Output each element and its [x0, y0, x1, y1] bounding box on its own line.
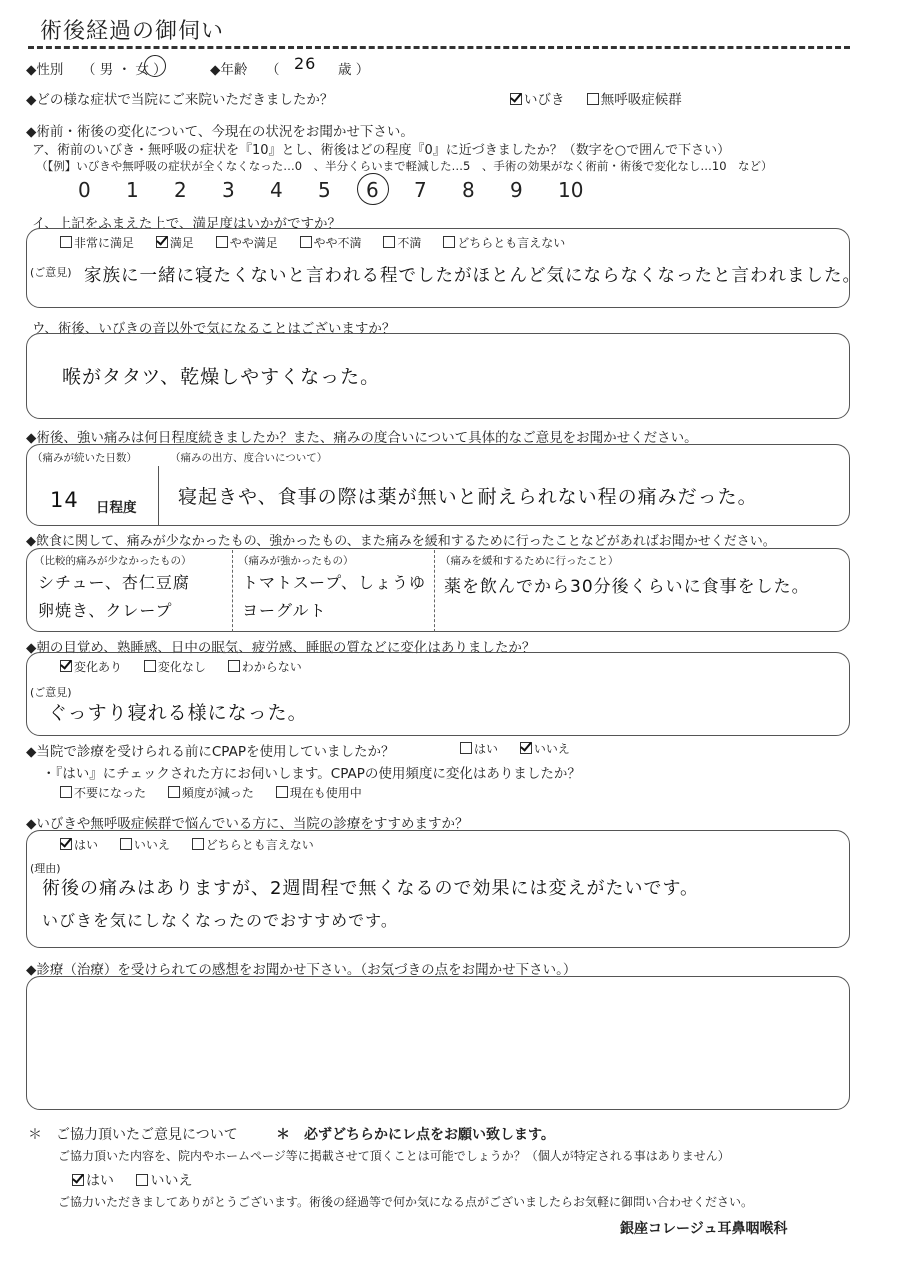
sleep-options	[60, 658, 320, 675]
satisfaction-option-satisfied[interactable]: 満足	[156, 234, 194, 251]
checkbox[interactable]	[587, 93, 599, 105]
scale-0[interactable]: 0	[78, 178, 91, 202]
sex-options: （ 男 ・ 女 ）	[82, 62, 167, 78]
recommend-question: ◆いびきや無呼吸症候群で悩んでいる方に、当院の診療をすすめますか？	[26, 816, 469, 832]
satisfaction-option-somewhat-satisfied[interactable]: やや満足	[216, 234, 278, 251]
scale-10[interactable]: 10	[558, 178, 584, 202]
food-strong-label: （痛みが強かったもの）	[238, 555, 354, 567]
age-value[interactable]: 26	[294, 54, 317, 73]
food-question: ◆飲食に関して、痛みが少なかったもの、強かったもの、また痛みを緩和するために行ったことなどがあればお聞かせください。	[26, 534, 776, 549]
sleep-option-unchanged[interactable]: 変化なし	[144, 658, 206, 675]
scale-4[interactable]: 4	[270, 178, 283, 202]
change-heading: ◆術前・術後の変化について、今現在の状況をお聞かせ下さい。	[26, 124, 414, 140]
cpap-option-no[interactable]: いいえ	[520, 740, 570, 757]
consent-option-no[interactable]: いいえ	[136, 1170, 192, 1190]
food-relief-answer[interactable]: 薬を飲んでから30分後くらいに食事をした。	[444, 577, 810, 597]
food-less-label: （比較的痛みが少なかったもの）	[34, 555, 192, 567]
cpap-options	[460, 740, 588, 757]
scale-row	[78, 178, 606, 202]
title-divider	[28, 46, 850, 49]
other-concerns-answer[interactable]: 喉がタタツ、乾燥しやすくなった。	[62, 366, 381, 388]
clinic-name: 銀座コレージュ耳鼻咽喉科	[620, 1221, 788, 1237]
satisfaction-option-dissatisfied[interactable]: 不満	[383, 234, 421, 251]
symptom-option-apnea[interactable]: 無呼吸症候群	[587, 88, 682, 108]
pain-divider	[158, 466, 159, 526]
scale-1[interactable]: 1	[126, 178, 139, 202]
recommend-options	[60, 836, 332, 853]
satisfaction-options	[60, 234, 583, 251]
cpap-option-yes[interactable]: はい	[460, 740, 498, 757]
page-title: 術後経過の御伺い	[40, 19, 225, 44]
age-label: ◆年齢	[210, 62, 248, 78]
impression-question: ◆診療（治療）を受けられての感想をお聞かせ下さい。（お気づきの点をお聞かせ下さい。）	[26, 962, 577, 978]
other-concerns-question: ウ、術後、いびきの音以外で気になることはございますか？	[32, 321, 396, 337]
pain-question: ◆術後、強い痛みは何日程度続きましたか？また、痛みの度合いについて具体的なご意見をお聞かせください。	[26, 430, 698, 446]
scale-8[interactable]: 8	[462, 178, 475, 202]
satisfaction-opinion-label: (ご意見)	[30, 266, 72, 279]
selection-circle	[357, 173, 389, 205]
scale-2[interactable]: 2	[174, 178, 187, 202]
scale-6-selected[interactable]: 6	[366, 178, 414, 202]
symptoms-options	[510, 88, 700, 108]
sleep-opinion-label: (ご意見)	[30, 686, 72, 699]
symptoms-question: ◆どの様な症状で当院にご来院いただきましたか？	[26, 92, 334, 108]
recommend-option-neither[interactable]: どちらとも言えない	[192, 836, 314, 853]
consent-heading-required: ＊ 必ずどちらかにレ点をお願い致します。	[276, 1127, 555, 1143]
cpap-followup: ・『はい』にチェックされた方にお伺いします。CPAPの使用頻度に変化はありましたか？	[42, 766, 581, 782]
sex-label: ◆性別	[26, 62, 64, 78]
food-divider-2	[434, 550, 435, 632]
sleep-opinion[interactable]: ぐっすり寝れる様になった。	[48, 702, 308, 724]
recommend-reason-line-2[interactable]: いびきを気にしなくなったのでおすすめです。	[42, 911, 398, 930]
sex-selected-circle	[144, 55, 166, 77]
food-strong-line-2[interactable]: ヨーグルト	[242, 601, 327, 620]
cpap-followup-options	[60, 784, 380, 801]
change-example: （【例】いびきや無呼吸の症状が全くなくなった…0 、半分くらいまで軽減した…5 、手術の効果がなく術前・術後で変化なし…10 など）	[36, 159, 773, 173]
recommend-option-yes[interactable]: はい	[60, 836, 98, 853]
pain-days-value[interactable]: 14	[50, 488, 79, 512]
consent-heading-opinion: ＊ ご協力頂いたご意見について	[28, 1127, 238, 1143]
food-divider-1	[232, 550, 233, 632]
pain-degree-answer[interactable]: 寝起きや、食事の際は薬が無いと耐えられない程の痛みだった。	[178, 486, 758, 508]
sleep-option-unknown[interactable]: わからない	[228, 658, 302, 675]
cpap-option-reduced[interactable]: 頻度が減った	[168, 784, 254, 801]
scale-9[interactable]: 9	[510, 178, 523, 202]
scale-3[interactable]: 3	[222, 178, 235, 202]
food-less-line-1[interactable]: シチュー、杏仁豆腐	[38, 573, 190, 592]
symptom-option-snoring[interactable]: いびき	[510, 88, 565, 108]
food-strong-line-1[interactable]: トマトスープ、しょうゆ	[242, 573, 426, 592]
scale-5[interactable]: 5	[318, 178, 331, 202]
age-unit: 歳 ）	[338, 62, 370, 78]
age-open-paren: （	[266, 62, 280, 78]
consent-option-yes[interactable]: はい	[72, 1170, 114, 1190]
satisfaction-option-somewhat-dissatisfied[interactable]: やや不満	[300, 234, 362, 251]
thanks-message: ご協力いただきましてありがとうございます。術後の経過等で何か気になる点がございましたらお気軽に御問い合わせください。	[58, 1195, 754, 1209]
change-question-a: ア、術前のいびき・無呼吸の症状を『10』とし、術後はどの程度『0』に近づきましたか？（数字を○で囲んで下さい）	[32, 143, 731, 158]
pain-days-unit: 日程度	[96, 500, 137, 516]
checkbox-checked[interactable]	[510, 93, 522, 105]
recommend-reason-label: (理由)	[30, 862, 61, 875]
scale-7[interactable]: 7	[414, 178, 427, 202]
cpap-option-still-using[interactable]: 現在も使用中	[276, 784, 362, 801]
recommend-reason-line-1[interactable]: 術後の痛みはありますが、2週間程で無くなるので効果には変えがたいです。	[42, 878, 700, 899]
sleep-option-changed[interactable]: 変化あり	[60, 658, 122, 675]
sleep-question: ◆朝の目覚め、熟睡感、日中の眠気、疲労感、睡眠の質などに変化はありましたか？	[26, 640, 536, 656]
consent-options	[72, 1170, 210, 1190]
food-relief-label: （痛みを緩和するために行ったこと）	[440, 555, 619, 567]
satisfaction-option-neither[interactable]: どちらとも言えない	[443, 234, 565, 251]
consent-question: ご協力頂いた内容を、院内やホームページ等に掲載させて頂くことは可能でしょうか？（個人が特定される事はありません）	[58, 1149, 730, 1163]
food-less-line-2[interactable]: 卵焼き、クレープ	[38, 601, 173, 620]
satisfaction-option-very-satisfied[interactable]: 非常に満足	[60, 234, 134, 251]
impression-answer[interactable]	[40, 990, 830, 1090]
satisfaction-opinion[interactable]: 家族に一緒に寝たくないと言われる程でしたがほとんど気にならなくなったと言われました。	[84, 266, 861, 286]
pain-days-label: （痛みが続いた日数）	[32, 452, 137, 464]
recommend-option-no[interactable]: いいえ	[120, 836, 170, 853]
pain-degree-label: （痛みの出方、度合いについて）	[170, 452, 328, 464]
cpap-option-unneeded[interactable]: 不要になった	[60, 784, 146, 801]
cpap-question: ◆当院で診療を受けられる前にCPAPを使用していましたか？	[26, 744, 395, 760]
satisfaction-question: イ、上記をふまえた上で、満足度はいかがですか？	[32, 216, 342, 232]
